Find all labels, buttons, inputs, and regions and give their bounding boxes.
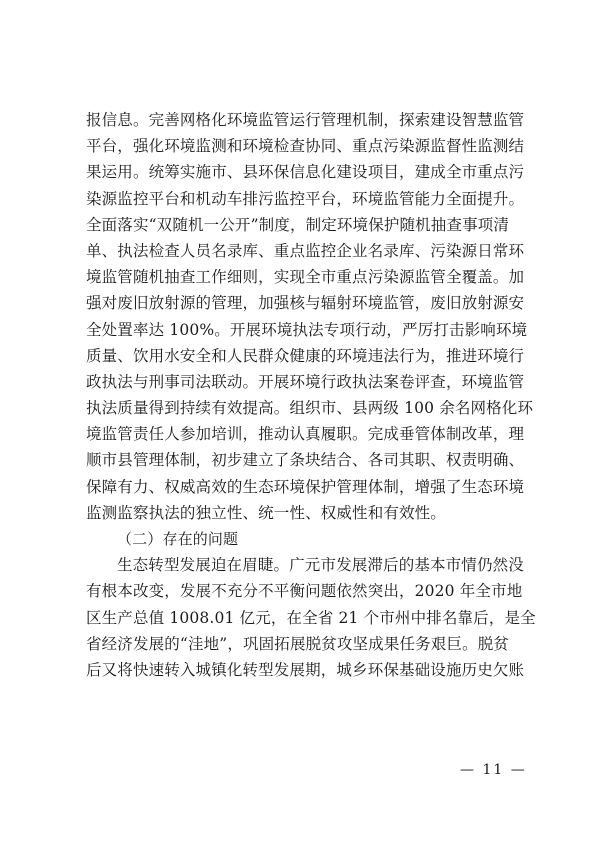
paragraph-line: 省经济发展的“洼地”，巩固拓展脱贫攻坚成果任务艰巨。脱贫: [86, 634, 510, 653]
paragraph-line: 监测监察执法的独立性、统一性、权威性和有效性。: [86, 503, 446, 522]
paragraph-line: 保障有力、权威高效的生态环境保护管理体制，增强了生态环境: [86, 477, 525, 496]
paragraph-line: 政执法与刑事司法联动。开展环境行政执法案卷评查，环境监管: [86, 372, 525, 391]
paragraph-line: 染源监控平台和机动车排污监控平台，环境监管能力全面提升。: [86, 189, 525, 208]
paragraph-line: 境监管随机抽查工作细则，实现全市重点污染源监管全覆盖。加: [86, 268, 525, 287]
paragraph-line: 生态转型发展迫在眉睫。广元市发展滞后的基本市情仍然没: [117, 556, 524, 575]
paragraph-line: 境监管责任人参加培训，推动认真履职。完成垂管体制改革，理: [86, 425, 525, 444]
paragraph-line: 全面落实“双随机一公开”制度，制定环境保护随机抽查事项清: [86, 215, 510, 234]
paragraph-line: 报信息。完善网格化环境监管运行管理机制，探索建设智慧监管: [86, 111, 525, 129]
paragraph-line: 强对废旧放射源的管理，加强核与辐射环境监管，废旧放射源安: [86, 294, 525, 313]
paragraph-line: 区生产总值 1008.01 亿元，在全省 21 个市州中排名靠后，是全: [86, 608, 536, 627]
paragraph-line: 质量、饮用水安全和人民群众健康的环境违法行为，推进环境行: [86, 346, 525, 365]
paragraph-line: 后又将快速转入城镇化转型发展期，城乡环保基础设施历史欠账: [86, 660, 525, 679]
paragraph-line: 单、执法检查人员名录库、重点监控企业名录库、污染源日常环: [86, 241, 525, 260]
page-number: — 11 —: [460, 762, 527, 778]
section-heading: （二）存在的问题: [117, 530, 239, 548]
paragraph-line: 有根本改变，发展不充分不平衡问题依然突出，2020 年全市地: [86, 582, 523, 601]
paragraph-line: 执法质量得到持续有效提高。组织市、县两级 100 余名网格化环: [86, 399, 534, 418]
paragraph-line: 顺市县管理体制，初步建立了条块结合、各司其职、权责明确、: [86, 451, 525, 470]
paragraph-line: 全处置率达 100%。开展环境执法专项行动，严厉打击影响环境: [86, 320, 528, 339]
body-text: [86, 107, 536, 683]
paragraph-line: 平台，强化环境监测和环境检查协同、重点污染源监督性监测结: [86, 137, 525, 156]
paragraph-line: 果运用。统筹实施市、县环保信息化建设项目，建成全市重点污: [86, 163, 525, 182]
